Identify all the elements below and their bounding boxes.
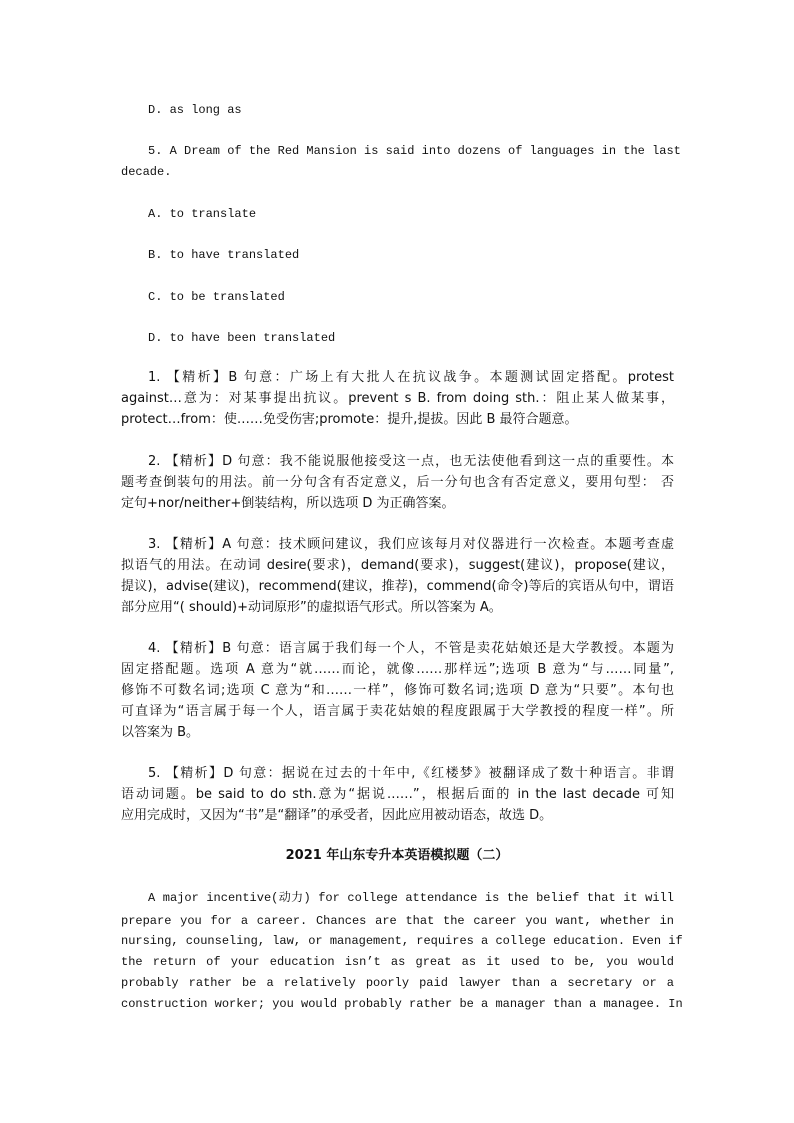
analysis-3-line: 部分应用“( should)+动词原形”的虚拟语气形式。所以答案为 A。	[121, 600, 502, 615]
question-5-option-d: D. to have been translated	[148, 331, 336, 345]
analysis-4-line: 修饰不可数名词;选项 C 意为“和……一样”，修饰可数名词;选项 D 意为“只要”。本句也	[121, 683, 674, 698]
analysis-4-line: 以答案为 B。	[121, 725, 200, 740]
question-5-stem-cont: decade.	[121, 165, 172, 179]
analysis-3-line: 3. 【精析】A 句意：技术顾问建议，我们应该每月对仪器进行一次检查。本题考查虚	[148, 537, 674, 552]
analysis-2-line: 题考查倒装句的用法。前一分句含有否定意义，后一分句也含有否定意义，要用句型： 否	[121, 475, 674, 490]
passage-line: the return of your education isn’t as great as it used to be, you would	[121, 955, 674, 969]
analysis-5-line: 语动词题。be said to do sth.意为“据说……”，根据后面的 in the last decade 可知	[121, 787, 674, 802]
passage-line: A major incentive(动力) for college attendance is the belief that it will	[148, 891, 674, 905]
analysis-2-line: 定句+nor/neither+倒装结构，所以选项 D 为正确答案。	[121, 496, 455, 511]
analysis-2-line: 2. 【精析】D 句意：我不能说服他接受这一点，也无法使他看到这一点的重要性。本	[148, 454, 674, 469]
question-4-option-d: D. as long as	[148, 103, 242, 117]
question-5-option-a: A. to translate	[148, 207, 257, 221]
passage-line: probably rather be a relatively poorly paid lawyer than a secretary or a	[121, 976, 674, 990]
analysis-5-line: 5. 【精析】D 句意：据说在过去的十年中,《红楼梦》被翻译成了数十种语言。非谓	[148, 766, 674, 781]
analysis-4-line: 可直译为“语言属于每一个人，语言属于卖花姑娘的程度跟属于大学教授的程度一样”。所	[121, 704, 674, 719]
question-5-option-c: C. to be translated	[148, 290, 285, 304]
passage-line: nursing, counseling, law, or management, requires a college education. Even if	[121, 934, 683, 948]
passage-line: prepare you for a career. Chances are that the career you want, whether in	[121, 914, 674, 928]
analysis-4-line: 4. 【精析】B 句意：语言属于我们每一个人，不管是卖花姑娘还是大学教授。本题为	[148, 641, 674, 656]
analysis-1-line: protect…from：使……免受伤害;promote：提升,提拔。因此 B 最符合题意。	[121, 412, 578, 427]
analysis-4-line: 固定搭配题。选项 A 意为“就……而论，就像……那样远”;选项 B 意为“与……同量”,	[121, 662, 674, 677]
analysis-3-line: 提议)，advise(建议)，recommend(建议，推荐)，commend(命令)等后的宾语从句中，谓语	[121, 579, 674, 594]
section-title: 2021 年山东专升本英语模拟题（二）	[285, 848, 509, 863]
analysis-3-line: 拟语气的用法。在动词 desire(要求)，demand(要求)，suggest(建议)，propose(建议，	[121, 558, 674, 573]
question-5-option-b: B. to have translated	[148, 248, 300, 262]
passage-line: construction worker; you would probably rather be a manager than a managee. In	[121, 997, 683, 1011]
analysis-1-line: against…意为：对某事提出抗议。prevent s B. from doing sth.：阻止某人做某事，	[121, 391, 674, 406]
question-5-stem: 5. A Dream of the Red Mansion is said into dozens of languages in the last	[148, 144, 681, 158]
analysis-5-line: 应用完成时，又因为“书”是“翻译”的承受者，因此应用被动语态，故选 D。	[121, 808, 553, 823]
analysis-1-line: 1. 【精析】B 句意：广场上有大批人在抗议战争。本题测试固定搭配。protest	[148, 370, 674, 385]
